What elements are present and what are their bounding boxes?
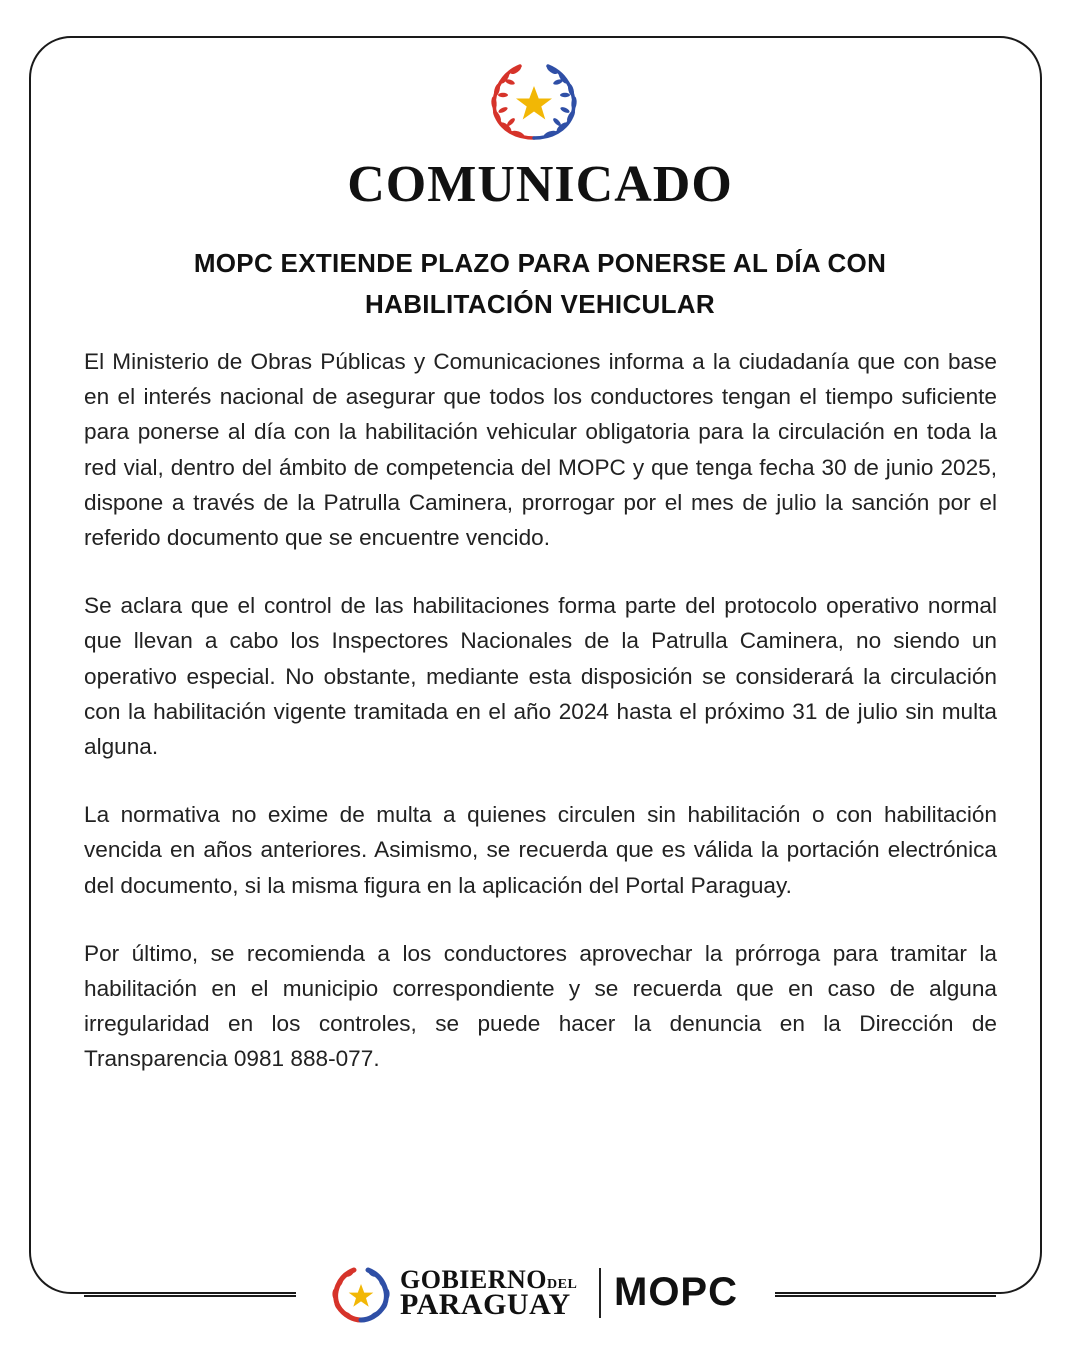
page-title: COMUNICADO — [347, 156, 733, 213]
footer-logos — [296, 1258, 775, 1334]
headline — [110, 243, 970, 325]
headline-line-1: MOPC EXTIENDE PLAZO PARA PONERSE AL DÍA CON — [193, 248, 887, 278]
footer-divider-left — [84, 1295, 296, 1297]
paragraph: La normativa no exime de multa a quienes circulen sin habilitación o con habilitación vencida en años anteriores. Asimismo, se recuerda que es válida la portación electrónica del documento, si la misma figura en la aplicación del Portal Paraguay. — [84, 802, 997, 898]
gobierno-paraguay-logo-icon — [330, 1264, 392, 1324]
logo-divider — [599, 1268, 601, 1318]
mopc-logo: MOPC — [614, 1270, 738, 1314]
paragraph: El Ministerio de Obras Públicas y Comunicaciones informa a la ciudadanía que con base en el interés nacional de asegurar que todos los conductores tengan el tiempo suficiente para ponerse al día con la habilitación vehicular obligatoria para la circulación en toda la red vial, dentro del ámbito de competencia del MOPC y que tenga fecha 30 de junio 2025, dispone a través de la Patrulla Caminera, prorrogar por el mes de julio la sanción por el referido documento que se encuentre vencido. — [84, 349, 997, 551]
paragraph: Por último, se recomienda a los conductores aprovechar la prórroga para tramitar la habilitación en el municipio correspondiente y se recuerda que en caso de alguna irregularidad en los controles, se puede hacer la denuncia en la Dirección de Transparencia 0981 888-077. — [84, 940, 997, 1072]
del-text: DEL — [547, 1277, 578, 1292]
footer-divider-right — [775, 1295, 996, 1297]
paragraph: Se aclara que el control de las habilitaciones forma parte del protocolo operativo normal que llevan a cabo los Inspectores Nacionales de la Patrulla Caminera, no siendo un operativo especial. No obstante, mediante esta disposición se considerará la circulación con la habilitación vigente tramitada en el año 2024 hasta el próximo 31 de julio sin multa alguna. — [84, 593, 997, 760]
body-text — [84, 344, 997, 1110]
gobierno-text: GOBIERNO — [400, 1265, 548, 1294]
paraguay-text: PARAGUAY — [400, 1288, 571, 1321]
paraguay-crest-icon — [486, 60, 582, 144]
headline-line-2: HABILITACIÓN VEHICULAR — [365, 289, 715, 319]
